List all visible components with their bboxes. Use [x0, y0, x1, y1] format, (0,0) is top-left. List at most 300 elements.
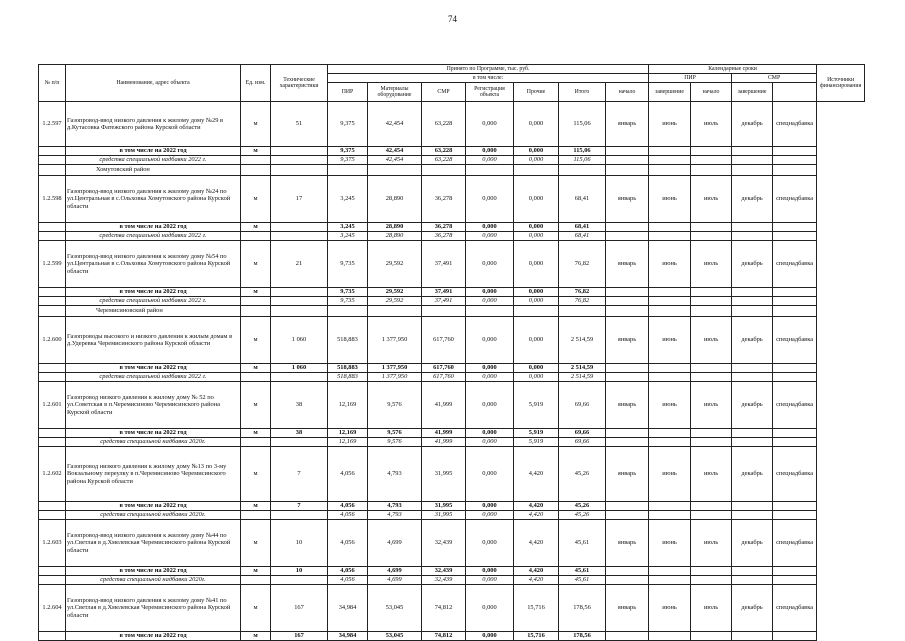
cell-pir: 12,169 — [328, 429, 368, 438]
cell-num: 1.2.598 — [39, 176, 66, 223]
cell-num — [39, 223, 66, 232]
cell-name: в том числе на 2022 год — [66, 223, 241, 232]
cell-tech: 17 — [271, 176, 328, 223]
cell-name: Газопровод-ввод низкого давления к жилому дому №29 в д.Кутасовка Фатежского района Курской области — [66, 102, 241, 147]
cell-materials: 28,890 — [368, 223, 422, 232]
total-row — [39, 147, 865, 156]
cell-other: 0,000 — [514, 288, 559, 297]
cell-name: средства специальной надбавки 2020г. — [66, 576, 241, 585]
cell-smr: 63,228 — [422, 102, 466, 147]
cell-other: 0,000 — [514, 102, 559, 147]
total-row — [39, 567, 865, 576]
cell-pir — [328, 165, 368, 176]
cell-tech: 38 — [271, 429, 328, 438]
table-row — [39, 102, 865, 147]
cell-num — [39, 438, 66, 447]
special-row — [39, 373, 865, 382]
cell-smr-end — [732, 306, 773, 317]
cell-pir: 9,735 — [328, 241, 368, 288]
cell-smr-end — [732, 364, 773, 373]
cell-total: 68,41 — [559, 223, 606, 232]
cell-pir-start — [606, 438, 649, 447]
cell-smr-start — [691, 511, 732, 520]
cell-pir-start: январь — [606, 447, 649, 502]
cell-smr-end — [732, 438, 773, 447]
cell-pir-end — [649, 511, 691, 520]
cell-name: в том числе на 2022 год — [66, 429, 241, 438]
cell-other — [514, 306, 559, 317]
cell-registration: 0,000 — [466, 288, 514, 297]
cell-funding — [773, 232, 817, 241]
cell-unit: м — [241, 382, 271, 429]
col-tech-header: Технические характеристики — [271, 65, 328, 102]
cell-pir-end — [649, 288, 691, 297]
cell-smr-end — [732, 373, 773, 382]
table-row — [39, 176, 865, 223]
cell-pir: 12,169 — [328, 438, 368, 447]
cell-tech — [271, 297, 328, 306]
cell-smr — [422, 165, 466, 176]
cell-num — [39, 364, 66, 373]
cell-num — [39, 156, 66, 165]
cell-smr-start — [691, 306, 732, 317]
col-incl-header: в том числе: — [328, 74, 649, 83]
cell-pir: 34,984 — [328, 585, 368, 632]
cell-materials: 28,890 — [368, 176, 422, 223]
cell-funding: спецнадбавка — [773, 176, 817, 223]
cell-unit: м — [241, 585, 271, 632]
cell-num — [39, 297, 66, 306]
cell-registration: 0,000 — [466, 241, 514, 288]
col-funding-header: Источники финансирования — [817, 65, 865, 102]
cell-funding — [773, 223, 817, 232]
cell-pir-start — [606, 156, 649, 165]
cell-funding: спецнадбавка — [773, 241, 817, 288]
cell-smr-start — [691, 567, 732, 576]
cell-smr-start: июль — [691, 102, 732, 147]
cell-total: 115,06 — [559, 156, 606, 165]
cell-total: 76,82 — [559, 288, 606, 297]
cell-pir: 9,735 — [328, 288, 368, 297]
cell-tech — [271, 147, 328, 156]
cell-registration: 0,000 — [466, 176, 514, 223]
cell-funding — [773, 576, 817, 585]
cell-pir-end — [649, 364, 691, 373]
cell-registration: 0,000 — [466, 502, 514, 511]
cell-unit: м — [241, 632, 271, 641]
cell-pir-start: январь — [606, 102, 649, 147]
cell-name: средства специальной надбавки 2022 г. — [66, 297, 241, 306]
cell-unit — [241, 165, 271, 176]
cell-smr-end — [732, 288, 773, 297]
cell-unit: м — [241, 447, 271, 502]
cell-name: Газопровод-ввод низкого давления к жилому дому №41 по ул.Светлая в д.Хмелевская Черемисинского района Курской области — [66, 585, 241, 632]
col-unit-header: Ед. изм. — [241, 65, 271, 102]
cell-pir-end — [649, 232, 691, 241]
cell-num — [39, 373, 66, 382]
cell-unit: м — [241, 102, 271, 147]
cell-unit: м — [241, 223, 271, 232]
special-row — [39, 297, 865, 306]
cell-unit: м — [241, 502, 271, 511]
cell-smr-end: декабрь — [732, 241, 773, 288]
cell-funding — [773, 438, 817, 447]
cell-registration: 0,000 — [466, 576, 514, 585]
cell-materials: 29,592 — [368, 297, 422, 306]
cell-name: Газопроводы высокого и низкого давления к жилым домам в д.Удеревка Черемисинского района Курской области — [66, 317, 241, 364]
cell-name: Черемисиновский район — [66, 306, 241, 317]
special-row — [39, 511, 865, 520]
cell-funding — [773, 632, 817, 641]
cell-smr: 74,812 — [422, 632, 466, 641]
col-materials-header: Материалы оборудование — [368, 83, 422, 102]
cell-registration: 0,000 — [466, 429, 514, 438]
cell-smr-start — [691, 502, 732, 511]
cell-total: 76,82 — [559, 241, 606, 288]
cell-pir: 4,056 — [328, 567, 368, 576]
cell-smr-end — [732, 511, 773, 520]
cell-pir-end — [649, 567, 691, 576]
cell-funding — [773, 147, 817, 156]
cell-materials: 42,454 — [368, 147, 422, 156]
cell-smr-start — [691, 223, 732, 232]
cell-smr: 41,999 — [422, 382, 466, 429]
cell-materials: 4,793 — [368, 511, 422, 520]
cell-registration: 0,000 — [466, 223, 514, 232]
cell-funding: спецнадбавка — [773, 382, 817, 429]
col-registration-header: Регистрация объекта — [466, 83, 514, 102]
cell-smr-start: июль — [691, 241, 732, 288]
cell-total: 115,06 — [559, 102, 606, 147]
cell-pir: 4,056 — [328, 520, 368, 567]
cell-funding: спецнадбавка — [773, 447, 817, 502]
cell-pir-start: январь — [606, 520, 649, 567]
cell-unit: м — [241, 288, 271, 297]
total-row — [39, 429, 865, 438]
cell-pir: 3,245 — [328, 176, 368, 223]
cell-smr-start: июль — [691, 585, 732, 632]
cell-funding — [773, 429, 817, 438]
col-smr-header: СМР — [422, 83, 466, 102]
cell-name: в том числе на 2022 год — [66, 632, 241, 641]
cell-materials: 53,045 — [368, 585, 422, 632]
cell-smr-start — [691, 165, 732, 176]
cell-other: 0,000 — [514, 156, 559, 165]
cell-pir-start: январь — [606, 382, 649, 429]
cell-registration: 0,000 — [466, 567, 514, 576]
cell-registration: 0,000 — [466, 147, 514, 156]
cell-funding — [773, 297, 817, 306]
cell-other: 0,000 — [514, 297, 559, 306]
cell-smr-end — [732, 165, 773, 176]
cell-funding: спецнадбавка — [773, 317, 817, 364]
cell-other: 0,000 — [514, 373, 559, 382]
cell-funding: спецнадбавка — [773, 585, 817, 632]
cell-num — [39, 165, 66, 176]
cell-unit: м — [241, 567, 271, 576]
cell-registration: 0,000 — [466, 511, 514, 520]
col-cal-smr-header: СМР — [732, 74, 817, 83]
cell-registration: 0,000 — [466, 102, 514, 147]
cell-pir-end — [649, 373, 691, 382]
cell-pir-start — [606, 511, 649, 520]
cell-registration — [466, 306, 514, 317]
cell-smr-start — [691, 147, 732, 156]
cell-pir-end — [649, 156, 691, 165]
cell-smr: 31,995 — [422, 511, 466, 520]
cell-materials: 42,454 — [368, 102, 422, 147]
cell-total: 68,41 — [559, 176, 606, 223]
cell-name: в том числе на 2022 год — [66, 364, 241, 373]
cell-tech: 1 060 — [271, 364, 328, 373]
cell-smr-end: декабрь — [732, 176, 773, 223]
cell-materials: 4,793 — [368, 447, 422, 502]
cell-unit: м — [241, 176, 271, 223]
cell-smr — [422, 306, 466, 317]
cell-name: средства специальной надбавки 2020г. — [66, 511, 241, 520]
cell-name: средства специальной надбавки 2022 г. — [66, 373, 241, 382]
cell-tech — [271, 288, 328, 297]
cell-tech: 10 — [271, 520, 328, 567]
cell-smr-end — [732, 502, 773, 511]
cell-name: Газопровод низкого давления к жилому дому № 52 по ул.Советская в п.Черемисиново Черемисинского района Курской области — [66, 382, 241, 429]
cell-other: 0,000 — [514, 147, 559, 156]
cell-pir: 4,056 — [328, 511, 368, 520]
table-row — [39, 382, 865, 429]
cell-other: 0,000 — [514, 223, 559, 232]
cell-pir-end: июнь — [649, 520, 691, 567]
cell-materials: 9,576 — [368, 429, 422, 438]
cell-funding — [773, 373, 817, 382]
cell-tech — [271, 223, 328, 232]
cell-name: в том числе на 2022 год — [66, 147, 241, 156]
cell-total: 76,82 — [559, 297, 606, 306]
cell-registration: 0,000 — [466, 632, 514, 641]
cell-tech: 167 — [271, 632, 328, 641]
cell-other: 0,000 — [514, 317, 559, 364]
cell-total: 45,61 — [559, 576, 606, 585]
cell-pir: 34,984 — [328, 632, 368, 641]
cell-smr: 32,439 — [422, 576, 466, 585]
cell-pir-start: январь — [606, 241, 649, 288]
cell-smr-start — [691, 438, 732, 447]
total-row — [39, 632, 865, 641]
cell-smr: 617,760 — [422, 364, 466, 373]
cell-smr: 37,491 — [422, 297, 466, 306]
cell-funding — [773, 567, 817, 576]
cell-total: 45,26 — [559, 511, 606, 520]
cell-smr: 617,760 — [422, 317, 466, 364]
special-row — [39, 576, 865, 585]
cell-funding — [773, 502, 817, 511]
cell-unit — [241, 438, 271, 447]
cell-total: 45,26 — [559, 502, 606, 511]
cell-num — [39, 306, 66, 317]
cell-funding — [773, 364, 817, 373]
cell-materials — [368, 165, 422, 176]
table-row — [39, 447, 865, 502]
cell-other: 15,716 — [514, 585, 559, 632]
total-row — [39, 288, 865, 297]
cell-pir-start — [606, 567, 649, 576]
cell-other: 4,420 — [514, 576, 559, 585]
cell-smr: 617,760 — [422, 373, 466, 382]
cell-registration: 0,000 — [466, 382, 514, 429]
cell-num: 1.2.601 — [39, 382, 66, 429]
cell-registration: 0,000 — [466, 317, 514, 364]
cell-pir-start — [606, 232, 649, 241]
cell-unit — [241, 232, 271, 241]
cell-pir: 9,375 — [328, 156, 368, 165]
cell-funding — [773, 156, 817, 165]
cell-num: 1.2.597 — [39, 102, 66, 147]
cell-registration: 0,000 — [466, 520, 514, 567]
cell-unit: м — [241, 241, 271, 288]
cell-num — [39, 147, 66, 156]
cell-name: Газопровод-ввод низкого давления к жилому дому №54 по ул.Центральная в с.Ольховка Хомутовского района Курской области — [66, 241, 241, 288]
cell-smr: 41,999 — [422, 438, 466, 447]
cell-other: 5,919 — [514, 382, 559, 429]
cell-unit: м — [241, 364, 271, 373]
cell-total — [559, 306, 606, 317]
cell-materials: 1 377,950 — [368, 317, 422, 364]
cell-pir — [328, 306, 368, 317]
cell-smr-end: декабрь — [732, 382, 773, 429]
cell-unit — [241, 373, 271, 382]
cell-pir-end — [649, 306, 691, 317]
cell-pir-start — [606, 147, 649, 156]
cell-tech: 38 — [271, 382, 328, 429]
cell-pir-start: январь — [606, 317, 649, 364]
cell-smr: 63,228 — [422, 147, 466, 156]
cell-pir: 518,883 — [328, 373, 368, 382]
cell-registration: 0,000 — [466, 364, 514, 373]
cell-pir-end — [649, 429, 691, 438]
cell-unit — [241, 306, 271, 317]
cell-total: 68,41 — [559, 232, 606, 241]
cell-total: 178,56 — [559, 585, 606, 632]
cell-pir: 9,375 — [328, 147, 368, 156]
cell-materials: 29,592 — [368, 241, 422, 288]
cell-pir: 4,056 — [328, 447, 368, 502]
col-pir-end-header: завершение — [649, 83, 691, 102]
cell-smr: 32,439 — [422, 520, 466, 567]
cell-num — [39, 511, 66, 520]
cell-other: 4,420 — [514, 447, 559, 502]
cell-smr-start: июль — [691, 382, 732, 429]
cell-smr-end: декабрь — [732, 317, 773, 364]
cell-smr: 36,278 — [422, 232, 466, 241]
cell-total — [559, 165, 606, 176]
cell-pir: 518,883 — [328, 364, 368, 373]
cell-pir: 3,245 — [328, 232, 368, 241]
cell-smr-end — [732, 567, 773, 576]
cell-total: 115,06 — [559, 147, 606, 156]
cell-unit: м — [241, 147, 271, 156]
cell-unit — [241, 156, 271, 165]
cell-smr-start — [691, 232, 732, 241]
cell-pir-end — [649, 576, 691, 585]
cell-name: Газопровод-ввод низкого давления к жилому дому №24 по ул.Центральная в с.Ольховка Хомутовского района Курской области — [66, 176, 241, 223]
cell-smr-end: декабрь — [732, 447, 773, 502]
cell-pir: 3,245 — [328, 223, 368, 232]
cell-other: 4,420 — [514, 502, 559, 511]
cell-pir-start — [606, 306, 649, 317]
cell-pir: 12,169 — [328, 382, 368, 429]
cell-other: 4,420 — [514, 520, 559, 567]
cell-unit — [241, 576, 271, 585]
col-total-header: Итого — [559, 83, 606, 102]
cell-num: 1.2.603 — [39, 520, 66, 567]
cell-materials: 4,699 — [368, 567, 422, 576]
cell-tech — [271, 232, 328, 241]
cell-pir-start — [606, 364, 649, 373]
cell-unit — [241, 511, 271, 520]
cell-pir-end: июнь — [649, 317, 691, 364]
cell-other: 0,000 — [514, 241, 559, 288]
cell-smr-end — [732, 232, 773, 241]
cell-smr-start: июль — [691, 317, 732, 364]
cell-pir-end — [649, 438, 691, 447]
cell-num: 1.2.602 — [39, 447, 66, 502]
cell-pir-end — [649, 502, 691, 511]
cell-materials: 1 377,950 — [368, 373, 422, 382]
cell-tech — [271, 156, 328, 165]
cell-num — [39, 632, 66, 641]
col-calendar-header: Календарные сроки — [649, 65, 817, 74]
col-num-header: № п/п — [39, 65, 66, 102]
cell-unit — [241, 297, 271, 306]
col-accepted-header: Принято по Программе, тыс. руб. — [328, 65, 649, 74]
cell-name: Хомутовский район — [66, 165, 241, 176]
cell-smr-start: июль — [691, 520, 732, 567]
cell-materials: 42,454 — [368, 156, 422, 165]
cell-pir: 518,883 — [328, 317, 368, 364]
cell-total: 45,26 — [559, 447, 606, 502]
cell-pir: 4,056 — [328, 502, 368, 511]
cell-smr-start — [691, 288, 732, 297]
cell-funding — [773, 511, 817, 520]
cell-num — [39, 576, 66, 585]
cell-smr-end — [732, 156, 773, 165]
cell-smr: 63,228 — [422, 156, 466, 165]
col-pir-header: ПИР — [328, 83, 368, 102]
cell-pir-start — [606, 429, 649, 438]
cell-tech: 1 060 — [271, 317, 328, 364]
cell-name: средства специальной надбавки 2022 г. — [66, 156, 241, 165]
cell-name: Газопровод-ввод низкого давления к жилому дому №44 по ул.Светлая в д.Хмелевская Черемисинского района Курской области — [66, 520, 241, 567]
cell-smr-start — [691, 632, 732, 641]
cell-name: Газопровод низкого давления к жилому дому №13 по 3-му Вокзальному переулку в п.Черемисиново Черемисинского района Курской области — [66, 447, 241, 502]
cell-smr-start — [691, 373, 732, 382]
col-name-header: Наименование, адрес объекта — [66, 65, 241, 102]
cell-unit: м — [241, 520, 271, 567]
cell-tech — [271, 306, 328, 317]
cell-total: 69,66 — [559, 429, 606, 438]
cell-materials: 1 377,950 — [368, 364, 422, 373]
cell-smr: 36,278 — [422, 176, 466, 223]
cell-unit: м — [241, 429, 271, 438]
cell-pir-end — [649, 632, 691, 641]
cell-smr: 37,491 — [422, 241, 466, 288]
cell-materials — [368, 306, 422, 317]
cell-pir-end — [649, 165, 691, 176]
cell-other: 4,420 — [514, 511, 559, 520]
cell-pir-end — [649, 223, 691, 232]
cell-tech: 21 — [271, 241, 328, 288]
cell-materials: 9,576 — [368, 438, 422, 447]
cell-pir-end: июнь — [649, 241, 691, 288]
